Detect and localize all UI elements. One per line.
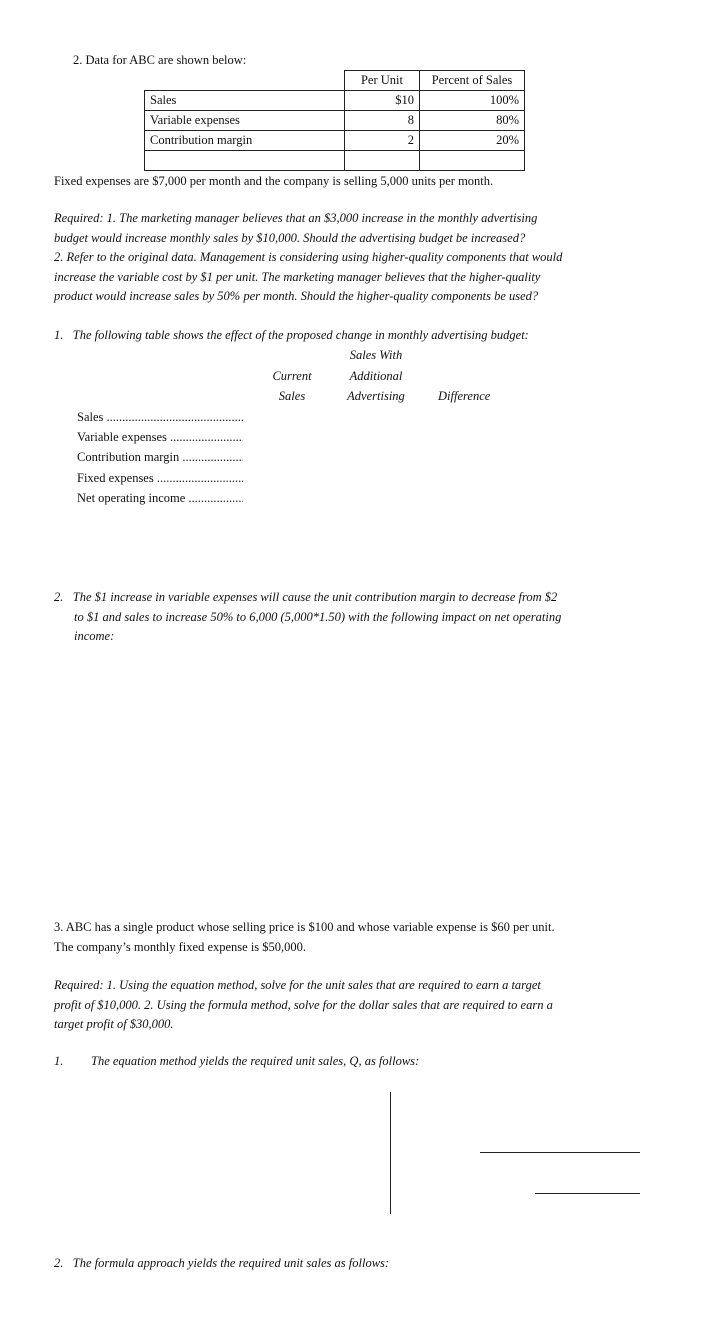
text-line: Required: 1. Using the equation method, solve for the unit sales that are required to earn a target	[54, 978, 541, 992]
col-header-with-advertising: Advertising	[347, 389, 405, 403]
table-header-cell: Per Unit	[345, 71, 420, 91]
table-cell: 2	[345, 131, 420, 151]
text-line: product would increase sales by 50% per month. Should the higher-quality components be used?	[54, 289, 539, 303]
col-header-current: Current	[272, 369, 312, 383]
abc-data-table	[144, 70, 525, 171]
table-row	[145, 91, 525, 111]
income-row-label: Fixed expenses .....	[77, 471, 243, 486]
table-cell: 80%	[420, 111, 525, 131]
vertical-divider	[390, 1092, 391, 1214]
text-line: to $1 and sales to increase 50% to 6,000 (5,000*1.50) with the following impact on net operating	[74, 609, 562, 624]
answer-2-text	[54, 588, 634, 647]
text-line: Required: 1. The marketing manager believes that an $3,000 increase in the monthly advertising	[54, 211, 538, 225]
table-cell: 100%	[420, 91, 525, 111]
table-row	[145, 151, 525, 171]
text-line: income:	[74, 629, 115, 643]
income-row-label: Variable expenses .....	[77, 430, 243, 445]
answer-1-number: 1.	[54, 1054, 64, 1068]
answer-blank-line	[480, 1152, 640, 1153]
table-cell: Contribution margin	[145, 131, 345, 151]
table-cell	[420, 151, 525, 171]
income-row-label: Sales .....	[77, 410, 243, 425]
table-header-row	[145, 71, 525, 91]
table-header-cell	[145, 71, 345, 91]
table-row	[145, 131, 525, 151]
text-line: budget would increase monthly sales by $10,000. Should the advertising budget be increased?	[54, 230, 526, 245]
income-row-label: Net operating income .....	[77, 491, 243, 506]
table-cell: $10	[345, 91, 420, 111]
table-header-cell: Percent of Sales	[420, 71, 525, 91]
col-header-with-advertising: Additional	[349, 369, 403, 383]
table-cell: 20%	[420, 131, 525, 151]
answer-blank-line	[535, 1193, 640, 1194]
question-3-intro	[54, 918, 634, 957]
answer-2-formula-text: 2. The formula approach yields the required unit sales as follows:	[54, 1256, 390, 1270]
col-header-difference: Difference	[438, 389, 491, 403]
text-line: 2. The $1 increase in variable expenses will cause the unit contribution margin to decrease from $2	[54, 590, 558, 604]
q2-required-text	[54, 209, 624, 307]
table-cell: Variable expenses	[145, 111, 345, 131]
col-header-current: Sales	[278, 389, 306, 403]
text-line: 2. Refer to the original data. Management is considering using higher-quality components that would	[54, 250, 563, 264]
q3-required-text	[54, 976, 634, 1035]
table-row	[145, 111, 525, 131]
table-cell: 8	[345, 111, 420, 131]
question-2-title: 2. Data for ABC are shown below:	[73, 53, 247, 67]
col-header-with-advertising: Sales With	[349, 348, 403, 362]
income-row-label: Contribution margin .....	[77, 450, 243, 465]
answer-1-intro: 1. The following table shows the effect of the proposed change in monthly advertising budget:	[54, 328, 529, 342]
text-line: profit of $10,000. 2. Using the formula method, solve for the dollar sales that are required to earn a	[54, 997, 553, 1012]
table-cell: Sales	[145, 91, 345, 111]
answer-1-equation-text: The equation method yields the required unit sales, Q, as follows:	[91, 1054, 420, 1068]
table-cell	[345, 151, 420, 171]
text-line: increase the variable cost by $1 per unit. The marketing manager believes that the higher-quality	[54, 269, 541, 284]
text-line: 3. ABC has a single product whose selling price is $100 and whose variable expense is $60 per unit.	[54, 920, 555, 934]
fixed-expenses-note: Fixed expenses are $7,000 per month and the company is selling 5,000 units per month.	[54, 174, 494, 188]
table-cell	[145, 151, 345, 171]
text-line: The company’s monthly fixed expense is $50,000.	[54, 939, 307, 954]
text-line: target profit of $30,000.	[54, 1017, 174, 1031]
